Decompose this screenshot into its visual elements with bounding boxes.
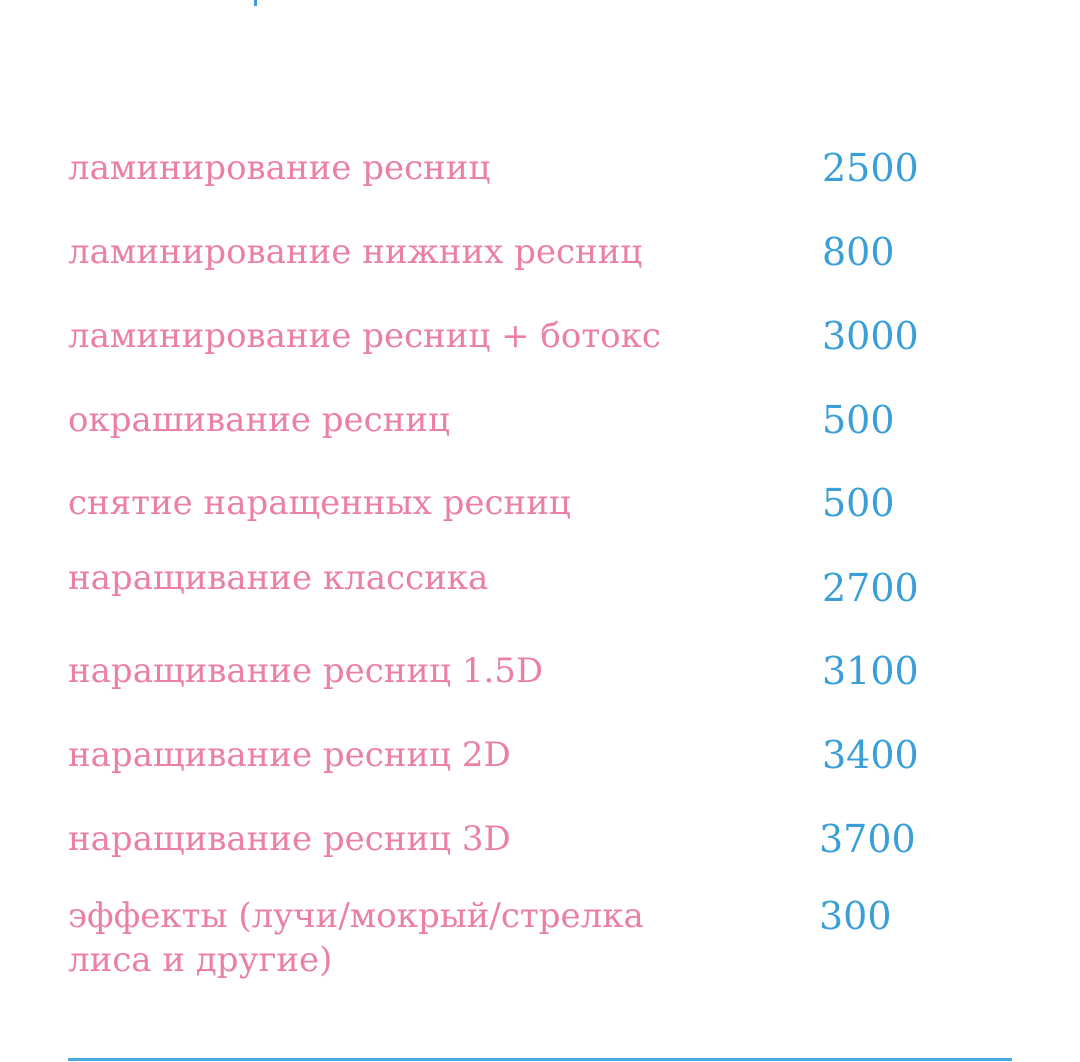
service-price: 800 bbox=[822, 230, 895, 274]
service-price: 3000 bbox=[822, 314, 919, 358]
service-name: ламинирование ресниц + ботокс bbox=[68, 316, 661, 356]
service-name: ламинирование нижних ресниц bbox=[68, 232, 643, 272]
service-price: 500 bbox=[822, 398, 895, 442]
service-price: 3400 bbox=[822, 733, 919, 777]
service-price: 3100 bbox=[822, 649, 919, 693]
service-name: ламинирование ресниц bbox=[68, 148, 491, 188]
service-name: наращивание ресниц 1.5D bbox=[68, 651, 544, 691]
service-price: 500 bbox=[822, 481, 895, 525]
service-price: 300 bbox=[819, 894, 892, 938]
service-name: наращивание классика bbox=[68, 558, 489, 598]
bottom-divider bbox=[68, 1058, 1012, 1061]
service-name: эффекты (лучи/мокрый/стрелка лиса и другие) bbox=[68, 896, 644, 980]
service-price: 3700 bbox=[819, 817, 916, 861]
service-name: окрашивание ресниц bbox=[68, 400, 450, 440]
service-price: 2500 bbox=[822, 146, 919, 190]
service-name: наращивание ресниц 2D bbox=[68, 735, 511, 775]
service-price: 2700 bbox=[822, 566, 919, 610]
service-name: снятие наращенных ресниц bbox=[68, 483, 571, 523]
service-name: наращивание ресниц 3D bbox=[68, 819, 511, 859]
